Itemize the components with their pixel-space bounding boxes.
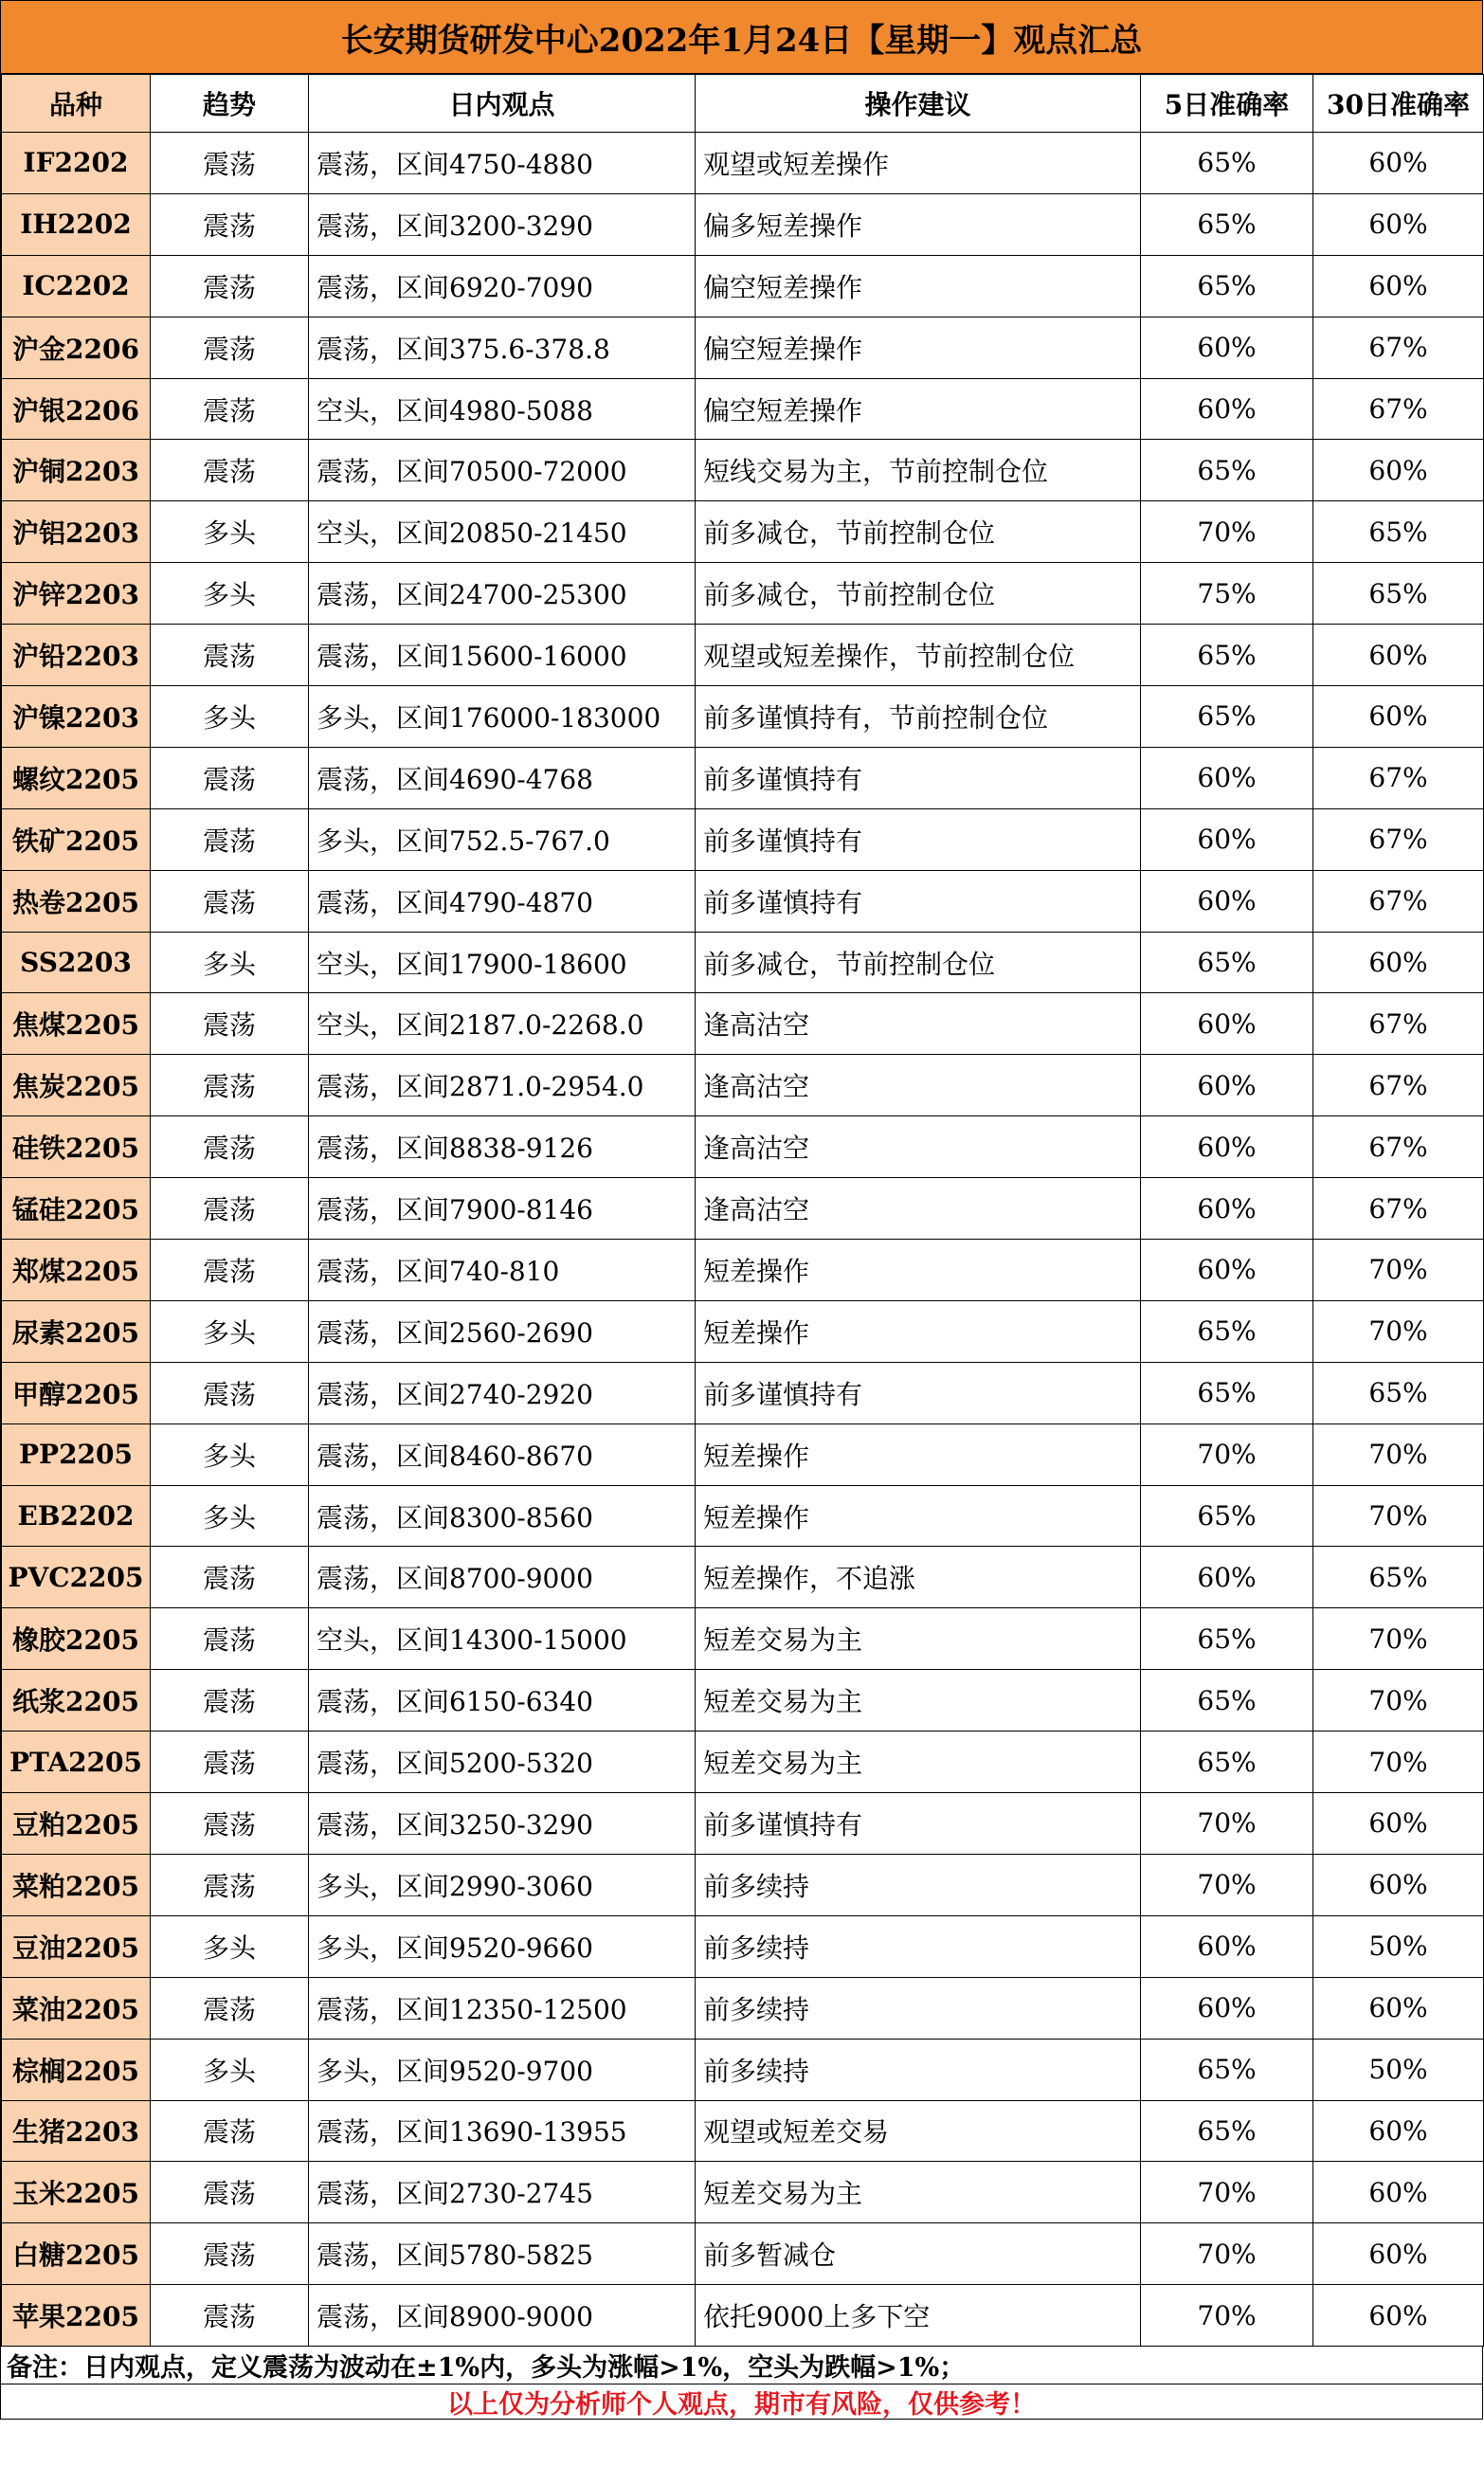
cell-5day-accuracy: 65% (1141, 1362, 1313, 1423)
cell-suggestion: 短差操作 (696, 1240, 1141, 1301)
cell-trend: 震荡 (151, 1793, 309, 1855)
cell-variety: 沪铅2203 (2, 625, 151, 686)
cell-intraday-view: 震荡，区间3200-3290 (309, 193, 696, 255)
cell-variety: PVC2205 (2, 1547, 151, 1608)
cell-intraday-view: 震荡，区间8900-9000 (309, 2285, 696, 2347)
header-trend: 趋势 (151, 75, 309, 133)
cell-intraday-view: 多头，区间9520-9660 (309, 1915, 696, 1977)
table-row (2, 133, 1484, 194)
cell-suggestion: 短差交易为主 (696, 1670, 1141, 1732)
table-row (2, 2100, 1484, 2162)
table-row (2, 2285, 1484, 2347)
cell-trend: 震荡 (151, 1055, 309, 1116)
cell-5day-accuracy: 70% (1141, 2223, 1313, 2285)
cell-trend: 震荡 (151, 133, 309, 194)
cell-trend: 震荡 (151, 1547, 309, 1608)
cell-30day-accuracy: 60% (1313, 2162, 1484, 2223)
cell-variety: 豆油2205 (2, 1915, 151, 1977)
cell-suggestion: 前多减仓，节前控制仓位 (696, 563, 1141, 625)
table-row (2, 317, 1484, 378)
table-row (2, 2039, 1484, 2100)
table-row (2, 255, 1484, 317)
cell-30day-accuracy: 70% (1313, 1423, 1484, 1485)
table-row (2, 563, 1484, 625)
cell-intraday-view: 震荡，区间3250-3290 (309, 1793, 696, 1855)
cell-variety: 甲醇2205 (2, 1362, 151, 1423)
cell-5day-accuracy: 70% (1141, 1793, 1313, 1855)
cell-5day-accuracy: 65% (1141, 440, 1313, 501)
header-suggestion: 操作建议 (696, 75, 1141, 133)
cell-suggestion: 短差操作 (696, 1423, 1141, 1485)
cell-30day-accuracy: 70% (1313, 1732, 1484, 1793)
cell-5day-accuracy: 65% (1141, 133, 1313, 194)
table-row (2, 1116, 1484, 1178)
cell-5day-accuracy: 60% (1141, 993, 1313, 1055)
cell-intraday-view: 空头，区间4980-5088 (309, 378, 696, 440)
table-row (2, 1362, 1484, 1423)
table-row (2, 1854, 1484, 1915)
cell-trend: 多头 (151, 1485, 309, 1547)
cell-intraday-view: 震荡，区间5780-5825 (309, 2223, 696, 2285)
cell-5day-accuracy: 65% (1141, 1300, 1313, 1362)
cell-trend: 震荡 (151, 255, 309, 317)
cell-variety: PP2205 (2, 1423, 151, 1485)
cell-5day-accuracy: 65% (1141, 1670, 1313, 1732)
table-row (2, 1240, 1484, 1301)
cell-5day-accuracy: 70% (1141, 2162, 1313, 2223)
cell-intraday-view: 震荡，区间70500-72000 (309, 440, 696, 501)
cell-suggestion: 观望或短差操作 (696, 133, 1141, 194)
cell-trend: 震荡 (151, 870, 309, 932)
table-row (2, 2223, 1484, 2285)
cell-5day-accuracy: 60% (1141, 808, 1313, 870)
cell-5day-accuracy: 60% (1141, 1116, 1313, 1178)
cell-trend: 震荡 (151, 747, 309, 808)
cell-trend: 震荡 (151, 625, 309, 686)
cell-suggestion: 短差操作 (696, 1300, 1141, 1362)
cell-5day-accuracy: 65% (1141, 1608, 1313, 1670)
cell-5day-accuracy: 75% (1141, 563, 1313, 625)
cell-trend: 震荡 (151, 378, 309, 440)
cell-30day-accuracy: 60% (1313, 133, 1484, 194)
page-title: 长安期货研发中心2022年1月24日【星期一】观点汇总 (1, 1, 1483, 74)
cell-30day-accuracy: 67% (1313, 378, 1484, 440)
cell-trend: 震荡 (151, 808, 309, 870)
cell-30day-accuracy: 50% (1313, 2039, 1484, 2100)
cell-variety: 郑煤2205 (2, 1240, 151, 1301)
table-row (2, 1423, 1484, 1485)
cell-30day-accuracy: 60% (1313, 2223, 1484, 2285)
cell-variety: EB2202 (2, 1485, 151, 1547)
cell-intraday-view: 震荡，区间375.6-378.8 (309, 317, 696, 378)
cell-5day-accuracy: 60% (1141, 1547, 1313, 1608)
cell-variety: 沪镍2203 (2, 686, 151, 748)
cell-5day-accuracy: 65% (1141, 2100, 1313, 2162)
cell-30day-accuracy: 60% (1313, 2285, 1484, 2347)
cell-variety: 菜油2205 (2, 1977, 151, 2039)
cell-variety: 沪金2206 (2, 317, 151, 378)
table-row (2, 870, 1484, 932)
cell-30day-accuracy: 60% (1313, 1793, 1484, 1855)
opinion-table (1, 74, 1484, 2347)
disclaimer: 以上仅为分析师个人观点，期市有风险，仅供参考！ (1, 2384, 1483, 2420)
table-row (2, 625, 1484, 686)
cell-trend: 震荡 (151, 2223, 309, 2285)
cell-variety: IF2202 (2, 133, 151, 194)
cell-intraday-view: 震荡，区间13690-13955 (309, 2100, 696, 2162)
cell-suggestion: 短差操作 (696, 1485, 1141, 1547)
cell-intraday-view: 空头，区间14300-15000 (309, 1608, 696, 1670)
cell-suggestion: 偏空短差操作 (696, 255, 1141, 317)
cell-5day-accuracy: 65% (1141, 686, 1313, 748)
cell-intraday-view: 震荡，区间8460-8670 (309, 1423, 696, 1485)
cell-intraday-view: 多头，区间2990-3060 (309, 1854, 696, 1915)
cell-variety: 菜粕2205 (2, 1854, 151, 1915)
cell-intraday-view: 震荡，区间15600-16000 (309, 625, 696, 686)
cell-trend: 震荡 (151, 193, 309, 255)
cell-variety: 沪铝2203 (2, 501, 151, 563)
cell-intraday-view: 震荡，区间8300-8560 (309, 1485, 696, 1547)
table-row (2, 1670, 1484, 1732)
cell-trend: 多头 (151, 1300, 309, 1362)
cell-intraday-view: 震荡，区间2730-2745 (309, 2162, 696, 2223)
cell-5day-accuracy: 60% (1141, 1240, 1313, 1301)
cell-trend: 震荡 (151, 440, 309, 501)
cell-variety: 生猪2203 (2, 2100, 151, 2162)
table-row (2, 1055, 1484, 1116)
cell-suggestion: 前多续持 (696, 1977, 1141, 2039)
cell-intraday-view: 震荡，区间5200-5320 (309, 1732, 696, 1793)
cell-30day-accuracy: 60% (1313, 625, 1484, 686)
cell-suggestion: 逢高沽空 (696, 1116, 1141, 1178)
cell-trend: 震荡 (151, 1732, 309, 1793)
cell-intraday-view: 震荡，区间24700-25300 (309, 563, 696, 625)
cell-5day-accuracy: 60% (1141, 1915, 1313, 1977)
cell-variety: 铁矿2205 (2, 808, 151, 870)
cell-variety: 螺纹2205 (2, 747, 151, 808)
cell-suggestion: 短差交易为主 (696, 1732, 1141, 1793)
cell-5day-accuracy: 70% (1141, 1423, 1313, 1485)
cell-trend: 震荡 (151, 1670, 309, 1732)
cell-trend: 多头 (151, 686, 309, 748)
cell-variety: 棕榈2205 (2, 2039, 151, 2100)
cell-5day-accuracy: 70% (1141, 501, 1313, 563)
cell-5day-accuracy: 60% (1141, 1178, 1313, 1240)
cell-suggestion: 短差交易为主 (696, 1608, 1141, 1670)
table-row (2, 378, 1484, 440)
cell-variety: 焦炭2205 (2, 1055, 151, 1116)
cell-30day-accuracy: 60% (1313, 1977, 1484, 2039)
table-row (2, 1732, 1484, 1793)
cell-30day-accuracy: 67% (1313, 993, 1484, 1055)
cell-trend: 多头 (151, 2039, 309, 2100)
cell-30day-accuracy: 70% (1313, 1608, 1484, 1670)
cell-suggestion: 前多谨慎持有 (696, 1793, 1141, 1855)
cell-variety: 橡胶2205 (2, 1608, 151, 1670)
cell-intraday-view: 震荡，区间740-810 (309, 1240, 696, 1301)
cell-variety: 沪铜2203 (2, 440, 151, 501)
cell-suggestion: 前多续持 (696, 2039, 1141, 2100)
cell-suggestion: 短线交易为主，节前控制仓位 (696, 440, 1141, 501)
table-row (2, 932, 1484, 993)
header-5day-accuracy: 5日准确率 (1141, 75, 1313, 133)
cell-30day-accuracy: 65% (1313, 1362, 1484, 1423)
cell-suggestion: 前多谨慎持有 (696, 1362, 1141, 1423)
cell-suggestion: 观望或短差操作，节前控制仓位 (696, 625, 1141, 686)
cell-30day-accuracy: 67% (1313, 1055, 1484, 1116)
table-row (2, 2162, 1484, 2223)
table-row (2, 501, 1484, 563)
cell-variety: 焦煤2205 (2, 993, 151, 1055)
cell-30day-accuracy: 67% (1313, 317, 1484, 378)
cell-intraday-view: 震荡，区间7900-8146 (309, 1178, 696, 1240)
cell-trend: 震荡 (151, 1240, 309, 1301)
cell-5day-accuracy: 60% (1141, 747, 1313, 808)
cell-variety: 白糖2205 (2, 2223, 151, 2285)
cell-intraday-view: 空头，区间2187.0-2268.0 (309, 993, 696, 1055)
cell-suggestion: 偏空短差操作 (696, 317, 1141, 378)
cell-30day-accuracy: 60% (1313, 2100, 1484, 2162)
table-row (2, 1547, 1484, 1608)
cell-30day-accuracy: 70% (1313, 1670, 1484, 1732)
header-30day-accuracy: 30日准确率 (1313, 75, 1484, 133)
cell-trend: 震荡 (151, 2100, 309, 2162)
cell-5day-accuracy: 60% (1141, 1055, 1313, 1116)
cell-5day-accuracy: 65% (1141, 193, 1313, 255)
cell-30day-accuracy: 70% (1313, 1240, 1484, 1301)
cell-suggestion: 前多续持 (696, 1854, 1141, 1915)
cell-suggestion: 前多谨慎持有 (696, 870, 1141, 932)
cell-intraday-view: 多头，区间9520-9700 (309, 2039, 696, 2100)
cell-5day-accuracy: 60% (1141, 1977, 1313, 2039)
cell-variety: 锰硅2205 (2, 1178, 151, 1240)
cell-suggestion: 前多谨慎持有 (696, 747, 1141, 808)
cell-trend: 震荡 (151, 317, 309, 378)
cell-5day-accuracy: 65% (1141, 2039, 1313, 2100)
header-intraday-view: 日内观点 (309, 75, 696, 133)
table-row (2, 993, 1484, 1055)
cell-5day-accuracy: 65% (1141, 1732, 1313, 1793)
cell-30day-accuracy: 70% (1313, 1485, 1484, 1547)
cell-30day-accuracy: 60% (1313, 255, 1484, 317)
cell-30day-accuracy: 67% (1313, 1116, 1484, 1178)
cell-30day-accuracy: 60% (1313, 932, 1484, 993)
cell-trend: 多头 (151, 932, 309, 993)
cell-30day-accuracy: 65% (1313, 563, 1484, 625)
header-variety: 品种 (2, 75, 151, 133)
cell-30day-accuracy: 65% (1313, 501, 1484, 563)
cell-suggestion: 前多续持 (696, 1915, 1141, 1977)
cell-5day-accuracy: 65% (1141, 932, 1313, 993)
cell-suggestion: 前多减仓，节前控制仓位 (696, 501, 1141, 563)
table-row (2, 747, 1484, 808)
cell-variety: 沪锌2203 (2, 563, 151, 625)
table-row (2, 1793, 1484, 1855)
cell-intraday-view: 震荡，区间2740-2920 (309, 1362, 696, 1423)
cell-5day-accuracy: 70% (1141, 1854, 1313, 1915)
cell-suggestion: 短差操作，不追涨 (696, 1547, 1141, 1608)
cell-intraday-view: 震荡，区间4690-4768 (309, 747, 696, 808)
cell-suggestion: 偏多短差操作 (696, 193, 1141, 255)
cell-suggestion: 短差交易为主 (696, 2162, 1141, 2223)
cell-5day-accuracy: 65% (1141, 255, 1313, 317)
cell-variety: 豆粕2205 (2, 1793, 151, 1855)
cell-suggestion: 前多谨慎持有，节前控制仓位 (696, 686, 1141, 748)
cell-5day-accuracy: 60% (1141, 870, 1313, 932)
cell-trend: 震荡 (151, 1608, 309, 1670)
table-row (2, 1915, 1484, 1977)
header-row (2, 75, 1484, 133)
cell-variety: SS2203 (2, 932, 151, 993)
table-row (2, 1977, 1484, 2039)
cell-trend: 震荡 (151, 1977, 309, 2039)
cell-trend: 震荡 (151, 1854, 309, 1915)
cell-trend: 多头 (151, 1423, 309, 1485)
cell-variety: 沪银2206 (2, 378, 151, 440)
cell-variety: 纸浆2205 (2, 1670, 151, 1732)
cell-intraday-view: 震荡，区间4750-4880 (309, 133, 696, 194)
cell-trend: 震荡 (151, 2162, 309, 2223)
cell-suggestion: 偏空短差操作 (696, 378, 1141, 440)
cell-intraday-view: 震荡，区间2560-2690 (309, 1300, 696, 1362)
cell-trend: 多头 (151, 1915, 309, 1977)
cell-30day-accuracy: 67% (1313, 808, 1484, 870)
cell-suggestion: 逢高沽空 (696, 1178, 1141, 1240)
cell-30day-accuracy: 65% (1313, 1547, 1484, 1608)
cell-suggestion: 逢高沽空 (696, 1055, 1141, 1116)
cell-intraday-view: 震荡，区间6920-7090 (309, 255, 696, 317)
cell-variety: 硅铁2205 (2, 1116, 151, 1178)
cell-30day-accuracy: 60% (1313, 686, 1484, 748)
cell-suggestion: 前多谨慎持有 (696, 808, 1141, 870)
cell-trend: 震荡 (151, 2285, 309, 2347)
cell-suggestion: 前多暂减仓 (696, 2223, 1141, 2285)
cell-intraday-view: 震荡，区间8838-9126 (309, 1116, 696, 1178)
cell-intraday-view: 震荡，区间8700-9000 (309, 1547, 696, 1608)
cell-intraday-view: 震荡，区间12350-12500 (309, 1977, 696, 2039)
cell-5day-accuracy: 60% (1141, 378, 1313, 440)
table-row (2, 1608, 1484, 1670)
cell-30day-accuracy: 60% (1313, 440, 1484, 501)
cell-trend: 震荡 (151, 993, 309, 1055)
cell-30day-accuracy: 60% (1313, 1854, 1484, 1915)
cell-5day-accuracy: 65% (1141, 625, 1313, 686)
cell-5day-accuracy: 60% (1141, 317, 1313, 378)
cell-intraday-view: 震荡，区间2871.0-2954.0 (309, 1055, 696, 1116)
table-row (2, 808, 1484, 870)
cell-intraday-view: 震荡，区间4790-4870 (309, 870, 696, 932)
cell-variety: IH2202 (2, 193, 151, 255)
footnote: 备注：日内观点，定义震荡为波动在±1%内，多头为涨幅>1%，空头为跌幅>1%； (1, 2347, 1483, 2384)
table-row (2, 1300, 1484, 1362)
cell-5day-accuracy: 70% (1141, 2285, 1313, 2347)
cell-trend: 震荡 (151, 1116, 309, 1178)
table-row (2, 1485, 1484, 1547)
cell-suggestion: 逢高沽空 (696, 993, 1141, 1055)
cell-variety: 玉米2205 (2, 2162, 151, 2223)
table-row (2, 193, 1484, 255)
cell-30day-accuracy: 67% (1313, 747, 1484, 808)
cell-suggestion: 前多减仓，节前控制仓位 (696, 932, 1141, 993)
cell-5day-accuracy: 65% (1141, 1485, 1313, 1547)
cell-30day-accuracy: 67% (1313, 870, 1484, 932)
table-row (2, 440, 1484, 501)
cell-intraday-view: 多头，区间176000-183000 (309, 686, 696, 748)
cell-suggestion: 观望或短差交易 (696, 2100, 1141, 2162)
table-row (2, 686, 1484, 748)
cell-30day-accuracy: 67% (1313, 1178, 1484, 1240)
cell-variety: 热卷2205 (2, 870, 151, 932)
cell-trend: 震荡 (151, 1362, 309, 1423)
cell-trend: 多头 (151, 563, 309, 625)
cell-30day-accuracy: 60% (1313, 193, 1484, 255)
cell-trend: 多头 (151, 501, 309, 563)
cell-variety: PTA2205 (2, 1732, 151, 1793)
cell-variety: 尿素2205 (2, 1300, 151, 1362)
cell-intraday-view: 空头，区间17900-18600 (309, 932, 696, 993)
cell-suggestion: 依托9000上多下空 (696, 2285, 1141, 2347)
cell-intraday-view: 多头，区间752.5-767.0 (309, 808, 696, 870)
cell-variety: IC2202 (2, 255, 151, 317)
cell-30day-accuracy: 50% (1313, 1915, 1484, 1977)
cell-intraday-view: 空头，区间20850-21450 (309, 501, 696, 563)
cell-30day-accuracy: 70% (1313, 1300, 1484, 1362)
cell-trend: 震荡 (151, 1178, 309, 1240)
table-row (2, 1178, 1484, 1240)
cell-variety: 苹果2205 (2, 2285, 151, 2347)
cell-intraday-view: 震荡，区间6150-6340 (309, 1670, 696, 1732)
